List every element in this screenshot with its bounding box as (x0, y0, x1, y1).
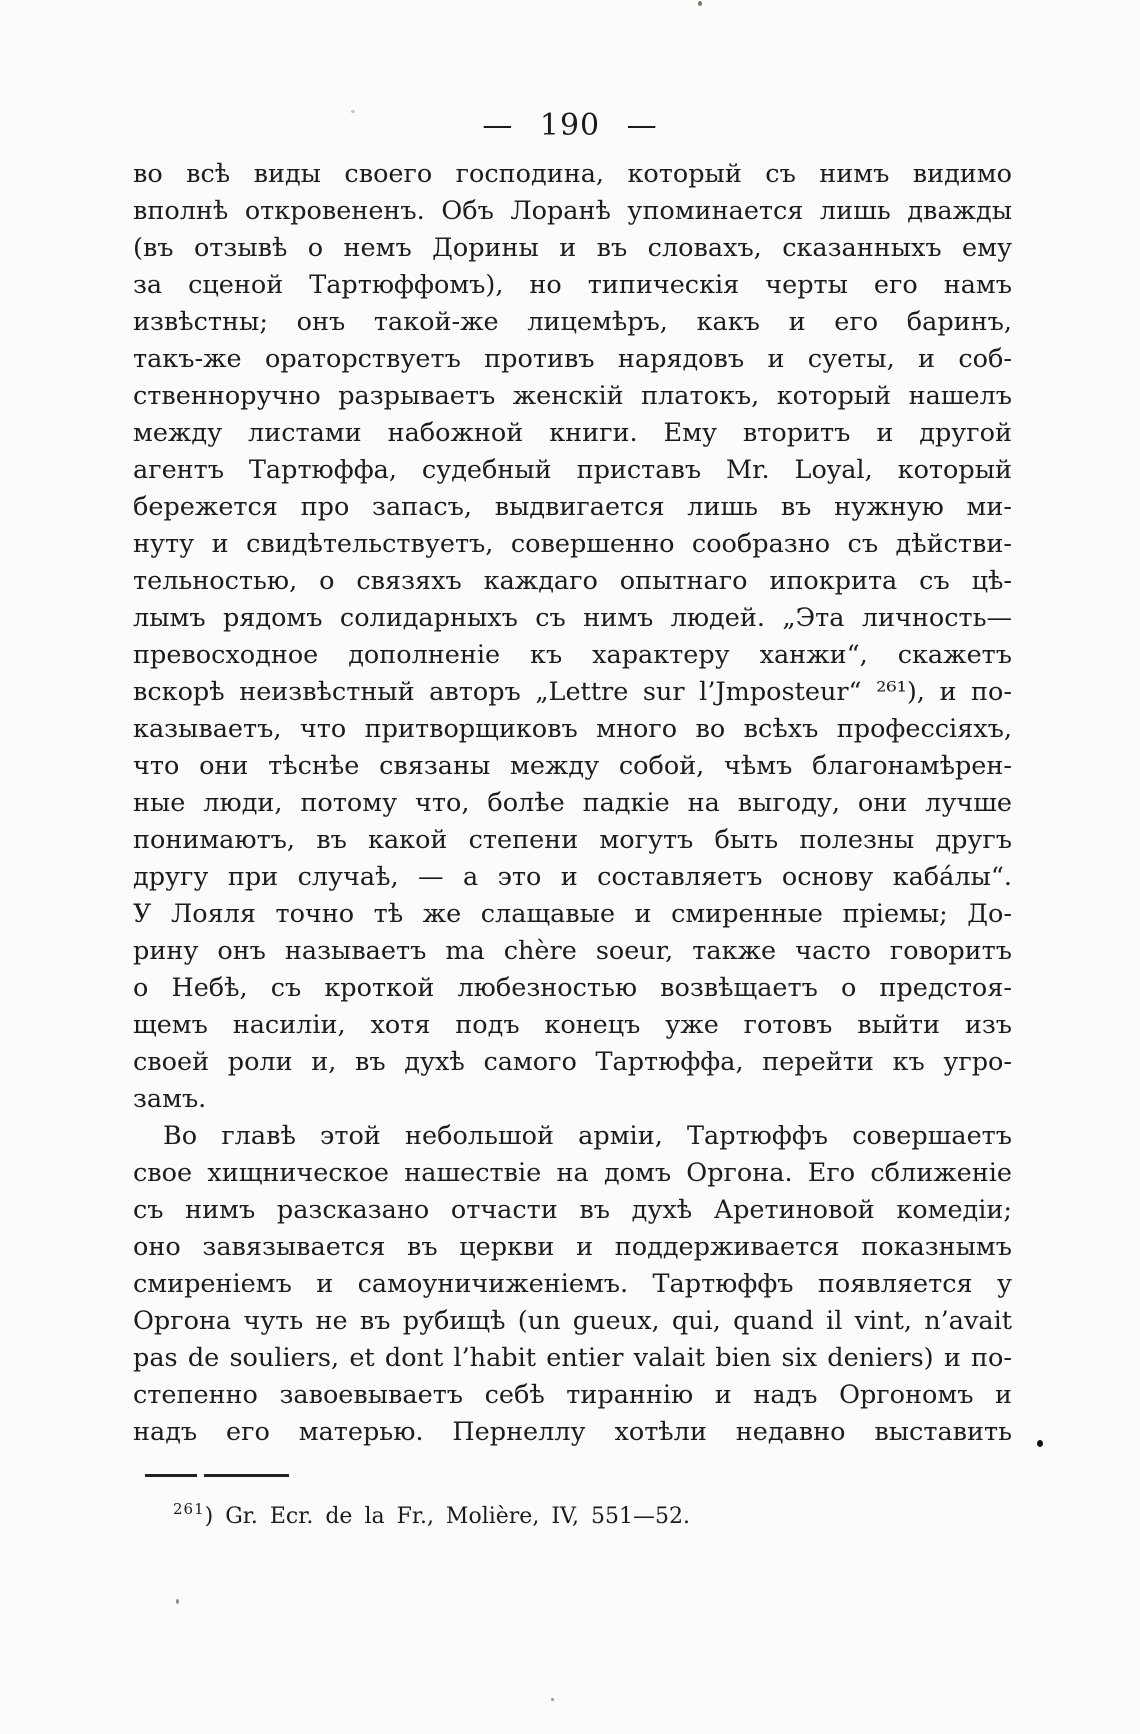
text-line: щемъ насиліи, хотя подъ конецъ уже готовъ выйти изъ (133, 1010, 1012, 1040)
text-line: такъ-же ораторствуетъ противъ нарядовъ и суеты, и соб- (133, 344, 1012, 374)
text-line: смиреніемъ и самоуничиженіемъ. Тартюффъ появляется у (133, 1269, 1012, 1299)
footnote (133, 1492, 1012, 1534)
text-line: извѣстны; онъ такой-же лицемѣръ, какъ и его баринъ, (133, 307, 1012, 337)
footnote-marker: 261 (173, 1500, 205, 1518)
text-line: бережется про запасъ, выдвигается лишь въ нужную ми- (133, 492, 1012, 522)
text-line: съ нимъ разсказано отчасти въ духѣ Аретиновой комедіи; (133, 1195, 1012, 1225)
text-line: вполнѣ откровененъ. Объ Лоранѣ упоминается лишь дважды (133, 196, 1012, 226)
text-line: (въ отзывѣ о немъ Дорины и въ словахъ, сказанныхъ ему (133, 233, 1012, 263)
text-line: свое хищническое нашествіе на домъ Оргона. Его сближеніе (133, 1158, 1012, 1188)
text-line: лымъ рядомъ солидарныхъ съ нимъ людей. „Эта личность— (133, 603, 1012, 633)
footnote-rule (145, 1474, 289, 1477)
text-line: надъ его матерью. Пернеллу хотѣли недавно выставить (133, 1417, 1012, 1447)
text-line: за сценой Тартюффомъ), но типическія черты его намъ (133, 270, 1012, 300)
ink-speck (176, 1599, 179, 1604)
ink-speck (551, 1698, 554, 1701)
text-line: казываетъ, что притворщиковъ много во всѣхъ профессіяхъ, (133, 714, 1012, 744)
ink-speck (351, 110, 355, 113)
text-line: Оргона чуть не въ рубищѣ (un gueux, qui, quand il vint, n’avait (133, 1306, 1012, 1336)
text-line: Во главѣ этой небольшой арміи, Тартюффъ совершаетъ (163, 1121, 1012, 1151)
text-line: тельностью, о связяхъ каждаго опытнаго ипокрита съ цѣ- (133, 566, 1012, 596)
text-line: степенно завоевываетъ себѣ тираннію и надъ Оргономъ и (133, 1380, 1012, 1410)
text-line: рину онъ называетъ ma chère soeur, также часто говоритъ (133, 936, 1012, 966)
text-line: вскорѣ неизвѣстный авторъ „Lettre sur l’Jmposteur“ ²⁶¹), и по- (133, 677, 1012, 707)
text-line: другу при случаѣ, — а это и составляетъ основу каба́лы“. (133, 862, 1012, 892)
text-line: о Небѣ, съ кроткой любезностью возвѣщаетъ о предстоя- (133, 973, 1012, 1003)
page-number: — 190 — (482, 108, 658, 143)
ink-speck (1037, 1440, 1043, 1447)
text-line: агентъ Тартюффа, судебный приставъ Mr. Loyal, который (133, 455, 1012, 485)
footnote-rule-segment (204, 1474, 289, 1477)
text-line: оно завязывается въ церкви и поддерживается показнымъ (133, 1232, 1012, 1262)
text-line: нуту и свидѣтельствуетъ, совершенно сообразно съ дѣйстви- (133, 529, 1012, 559)
text-line: ные люди, потому что, болѣе падкіе на выгоду, они лучше (133, 788, 1012, 818)
text-block (133, 156, 1012, 1451)
text-line: своей роли и, въ духѣ самого Тартюффа, перейти къ угро- (133, 1047, 1012, 1077)
text-line: замъ. (133, 1084, 207, 1114)
text-line: превосходное дополненіе къ характеру ханжи“, скажетъ (133, 640, 1012, 670)
footnote-text: ) Gr. Ecr. de la Fr., Molière, IV, 551—52. (204, 1504, 691, 1529)
text-line: во всѣ виды своего господина, который съ нимъ видимо (133, 159, 1012, 189)
text-line: ственноручно разрываетъ женскій платокъ, который нашелъ (133, 381, 1012, 411)
footnote-rule-segment (145, 1474, 197, 1477)
text-line: понимаютъ, въ какой степени могутъ быть полезны другъ (133, 825, 1012, 855)
ink-speck (698, 1, 702, 6)
text-line: pas de souliers, et dont l’habit entier valait bien six deniers) и по- (133, 1343, 1012, 1373)
text-line: что они тѣснѣе связаны между собой, чѣмъ благонамѣрен- (133, 751, 1012, 781)
text-line: У Лояля точно тѣ же слащавые и смиренные пріемы; До- (133, 899, 1012, 929)
text-line: между листами набожной книги. Ему вторитъ и другой (133, 418, 1012, 448)
